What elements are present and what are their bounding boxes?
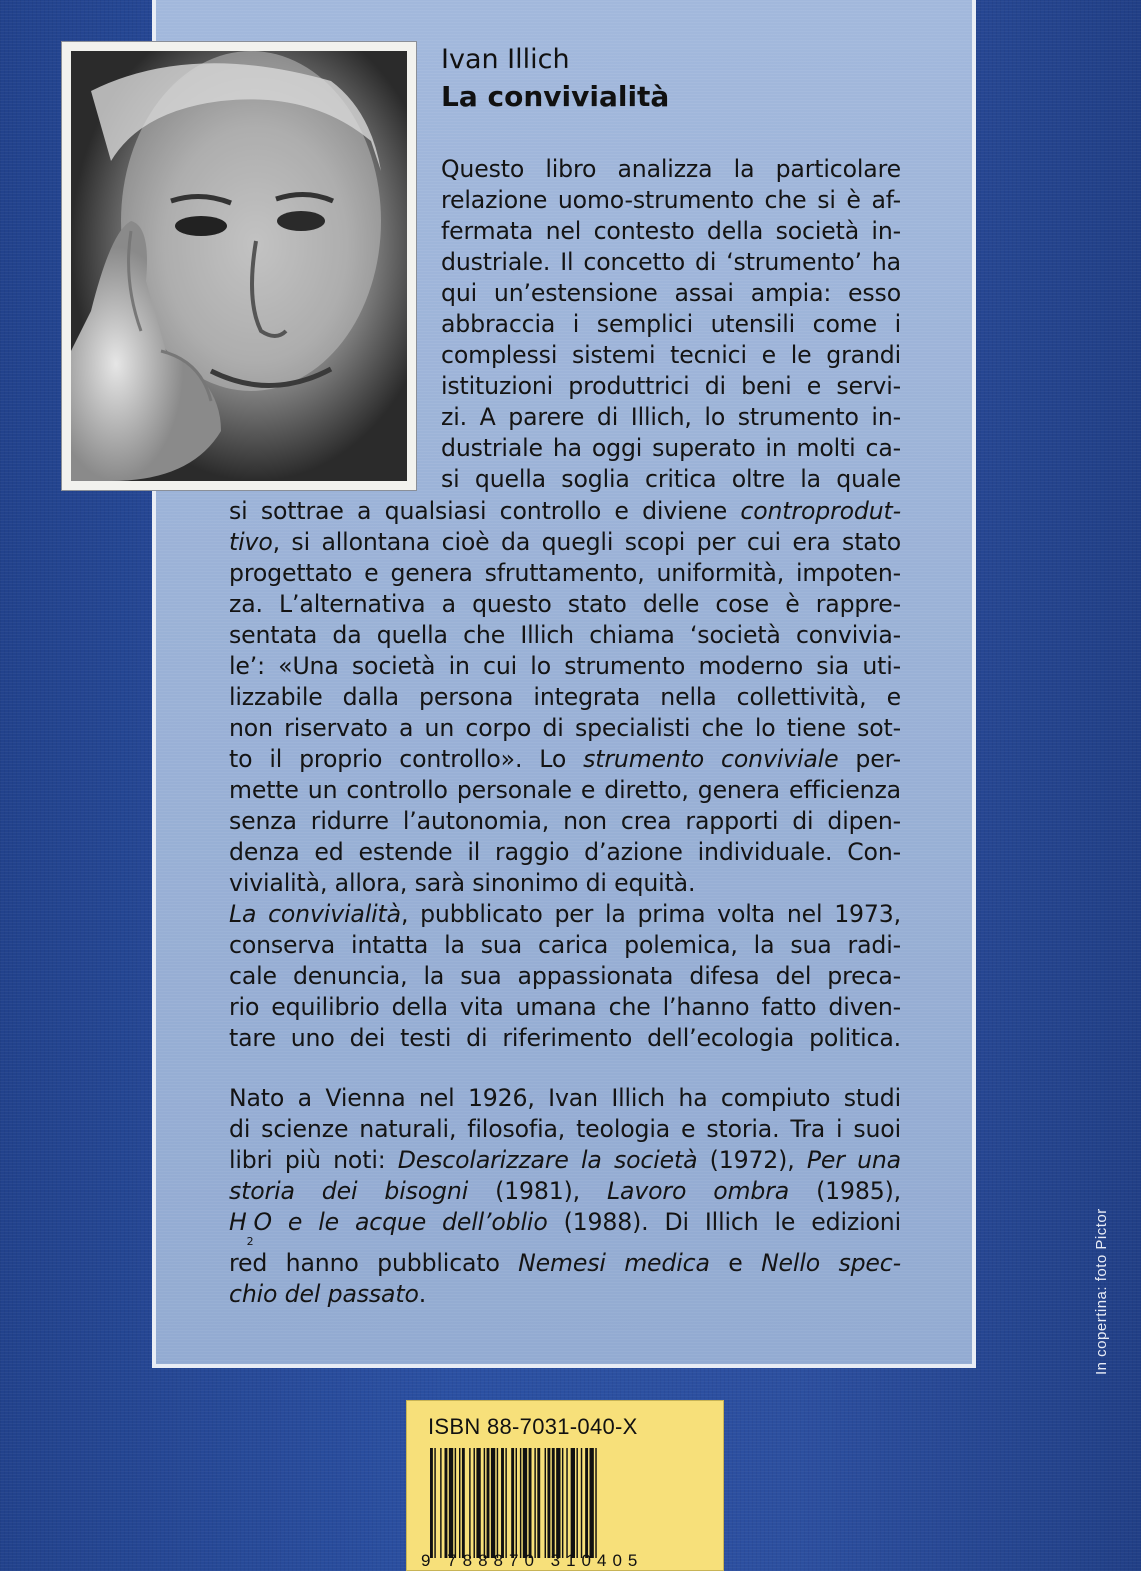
bio-line: Nato a Vienna nel 1926, Ivan Illich ha compiuto studi [229,1084,901,1112]
barcode-bar [562,1448,563,1558]
blurb-line: senza ridurre l’autonomia, non crea rapporti di dipen- [229,807,901,835]
photo-credit: In copertina: foto Pictor [1093,1208,1110,1375]
blurb-line: to il proprio controllo». Lo strumento conviviale per- [229,745,902,773]
barcode-icon [428,1448,708,1558]
blurb-line: cale denuncia, la sua appassionata difesa del preca- [229,962,901,990]
barcode-bar [430,1448,433,1558]
barcode-bar [581,1448,582,1558]
blurb-line: dustriale. Il concetto di ‘strumento’ ha [441,248,901,276]
barcode-bar [474,1448,475,1558]
barcode-bar [537,1448,540,1558]
barcode-bar [434,1448,435,1558]
barcode-bar [545,1448,546,1558]
blurb-line: relazione uomo-strumento che si è af- [441,186,901,214]
blurb-line: le’: «Una società in cui lo strumento moderno sia uti- [229,652,901,680]
blurb-line: za. L’alternativa a questo stato delle cose è rappre- [229,590,901,618]
bio-line: $H_2O$ e le acque dell’oblio (1988). Di Illich le edizioni [229,1208,901,1248]
barcode-bar [487,1448,490,1558]
barcode-bar [566,1448,567,1558]
blurb-line: vivialità, allora, sarà sinonimo di equità. [229,869,696,897]
blurb-bottom [229,496,901,1054]
book-title: La convivialità [441,80,670,113]
barcode-bar [440,1448,441,1558]
blurb-top [441,154,901,495]
barcode-bar [520,1448,521,1558]
isbn-number: ISBN 88-7031-040-X [428,1414,638,1439]
blurb-line: abbraccia i semplici utensili come i [441,310,901,338]
bio-line: red hanno pubblicato Nemesi medica e Nello spec- [229,1248,901,1277]
blurb-line: complessi sistemi tecnici e le grandi [441,341,901,369]
blurb-line: non riservato a un corpo di specialisti che lo tiene sot- [229,714,901,742]
author-name: Ivan Illich [441,44,570,75]
barcode-bar [556,1448,560,1558]
barcode-bar [534,1448,535,1558]
bio-line: libri più noti: Descolarizzare la società (1972), Per una [229,1146,901,1174]
barcode-bar [449,1448,453,1558]
barcode-bar [491,1448,495,1558]
barcode-bar [505,1448,506,1558]
barcode-label [406,1400,724,1571]
blurb-line: si sottrae a qualsiasi controllo e diviene controprodut- [229,497,901,525]
barcode-bar [462,1448,465,1558]
barcode-bar [571,1448,575,1558]
portrait-image [71,51,407,481]
barcode-bar [595,1448,596,1558]
blurb-line: istituzioni produttrici di beni e servi- [441,372,901,400]
blurb-line: tivo, si allontana cioè da quegli scopi per cui era stato [229,528,901,556]
barcode-bar [469,1448,470,1558]
blurb-line: lizzabile dalla persona integrata nella collettività, e [229,683,901,711]
barcode-bar [501,1448,504,1558]
barcode-bar [547,1448,550,1558]
blurb-line: sentata da quella che Illich chiama ‘società convivia- [229,621,901,649]
barcode-bar [590,1448,594,1558]
blurb-line: rio equilibrio della vita umana che l’hanno fatto diven- [229,993,901,1021]
barcode-bar [585,1448,588,1558]
barcode-bar [459,1448,460,1558]
blurb-line: denza ed estende il raggio d’azione individuale. Con- [229,838,901,866]
barcode-bar [529,1448,532,1558]
author-bio [229,1083,901,1310]
barcode-bar [576,1448,577,1558]
blurb-line: zi. A parere di Illich, lo strumento in- [441,403,901,431]
blurb-line: progettato e genera sfruttamento, uniformità, impoten- [229,559,901,587]
barcode-bar [484,1448,485,1558]
blurb-line: tare uno dei testi di riferimento dell’ecologia politica. [229,1024,901,1052]
barcode-bar [552,1448,555,1558]
blurb-line: conserva intatta la sua carica polemica, la sua radi- [229,931,901,959]
blurb-line: La convivialità, pubblicato per la prima volta nel 1973, [229,900,901,928]
bio-line: storia dei bisogni (1981), Lavoro ombra (1985), [229,1177,901,1205]
bio-line: di scienze naturali, filosofia, teologia e storia. Tra i suoi [229,1115,901,1143]
barcode-bar [511,1448,514,1558]
blurb-line: Questo libro analizza la particolare [441,155,901,183]
bio-line: chio del passato. [229,1279,427,1308]
blurb-line: mette un controllo personale e diretto, genera efficienza [229,776,901,804]
barcode-bar [497,1448,498,1558]
barcode-bar [516,1448,517,1558]
barcode-bar [445,1448,448,1558]
blurb-line: dustriale ha oggi superato in molti ca- [441,434,901,462]
author-photo [62,42,416,490]
blurb-line: qui un’estensione assai ampia: esso [441,279,901,307]
barcode-bar [455,1448,456,1558]
barcode-digits: 9 788870 310405 [421,1551,644,1570]
blurb-line: fermata nel contesto della società in- [441,217,901,245]
blurb-line: si quella soglia critica oltre la quale [441,465,901,493]
barcode-bar [523,1448,527,1558]
barcode-bar [476,1448,480,1558]
